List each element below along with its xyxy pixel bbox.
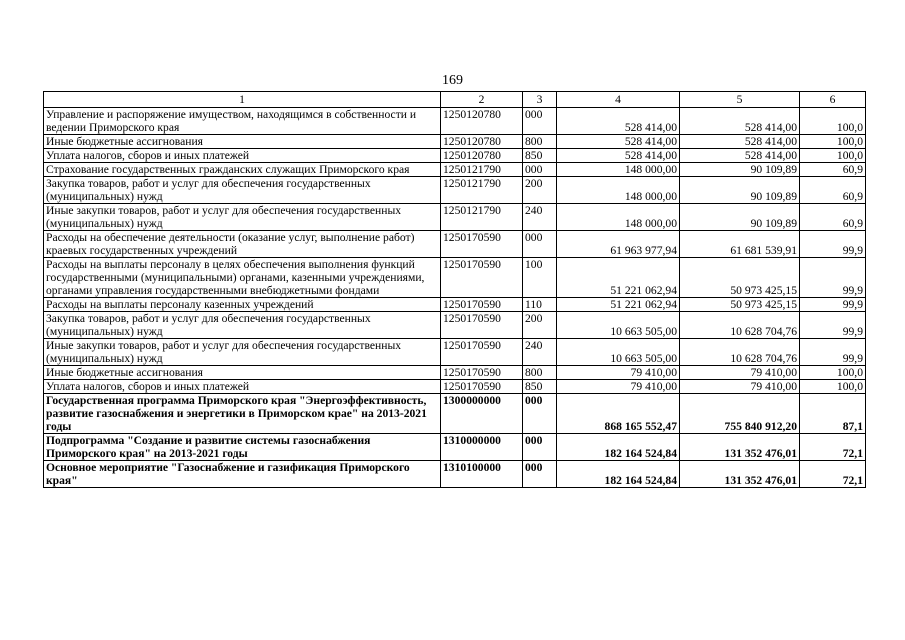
- table-row: [44, 434, 866, 461]
- row-name-cell: Иные бюджетные ассигнования: [44, 135, 441, 149]
- row-name-cell: Уплата налогов, сборов и иных платежей: [44, 149, 441, 163]
- header-col-1: 1: [44, 92, 441, 108]
- page-number: 169: [442, 73, 463, 88]
- row-code-cell: 1250120780: [441, 135, 523, 149]
- row-code-cell: 1310100000: [441, 461, 523, 488]
- row-percent-cell: 99,9: [800, 312, 866, 339]
- budget-table: [43, 91, 866, 488]
- row-percent-cell: 72,1: [800, 461, 866, 488]
- row-code-cell: 1250170590: [441, 231, 523, 258]
- row-plan-amount-cell: 61 963 977,94: [557, 231, 680, 258]
- row-name-cell: Подпрограмма "Создание и развитие системы газоснабжения Приморского края" на 2013-2021 годы: [44, 434, 441, 461]
- row-fact-amount-cell: 131 352 476,01: [680, 461, 800, 488]
- row-name-cell: Иные закупки товаров, работ и услуг для обеспечения государственных (муниципальных) нужд: [44, 339, 441, 366]
- row-fact-amount-cell: 61 681 539,91: [680, 231, 800, 258]
- row-fact-amount-cell: 10 628 704,76: [680, 312, 800, 339]
- header-col-5: 5: [680, 92, 800, 108]
- row-plan-amount-cell: 148 000,00: [557, 163, 680, 177]
- row-plan-amount-cell: 79 410,00: [557, 366, 680, 380]
- row-fact-amount-cell: 50 973 425,15: [680, 298, 800, 312]
- row-code-cell: 1250170590: [441, 312, 523, 339]
- row-fact-amount-cell: 90 109,89: [680, 204, 800, 231]
- row-name-cell: Иные закупки товаров, работ и услуг для обеспечения государственных (муниципальных) нужд: [44, 204, 441, 231]
- row-type-cell: 850: [523, 380, 557, 394]
- table-row: [44, 298, 866, 312]
- row-code-cell: 1300000000: [441, 394, 523, 434]
- table-row: [44, 163, 866, 177]
- row-plan-amount-cell: 528 414,00: [557, 135, 680, 149]
- row-type-cell: 000: [523, 231, 557, 258]
- table-row: [44, 394, 866, 434]
- row-plan-amount-cell: 148 000,00: [557, 204, 680, 231]
- row-name-cell: Государственная программа Приморского края "Энергоэффективность, развитие газоснабжения и энергетики в Приморском крае" на 2013-2021 годы: [44, 394, 441, 434]
- row-name-cell: Иные бюджетные ассигнования: [44, 366, 441, 380]
- row-fact-amount-cell: 528 414,00: [680, 149, 800, 163]
- row-percent-cell: 100,0: [800, 380, 866, 394]
- table-row: [44, 461, 866, 488]
- row-plan-amount-cell: 51 221 062,94: [557, 298, 680, 312]
- row-name-cell: Закупка товаров, работ и услуг для обеспечения государственных (муниципальных) нужд: [44, 312, 441, 339]
- row-code-cell: 1250121790: [441, 204, 523, 231]
- table-row: [44, 366, 866, 380]
- table-row: [44, 204, 866, 231]
- row-plan-amount-cell: 10 663 505,00: [557, 339, 680, 366]
- row-fact-amount-cell: 131 352 476,01: [680, 434, 800, 461]
- row-type-cell: 240: [523, 339, 557, 366]
- row-plan-amount-cell: 10 663 505,00: [557, 312, 680, 339]
- row-code-cell: 1250170590: [441, 366, 523, 380]
- header-col-2: 2: [441, 92, 523, 108]
- row-plan-amount-cell: 79 410,00: [557, 380, 680, 394]
- row-percent-cell: 60,9: [800, 177, 866, 204]
- row-type-cell: 200: [523, 312, 557, 339]
- row-plan-amount-cell: 51 221 062,94: [557, 258, 680, 298]
- row-code-cell: 1310000000: [441, 434, 523, 461]
- row-code-cell: 1250121790: [441, 177, 523, 204]
- row-type-cell: 110: [523, 298, 557, 312]
- row-code-cell: 1250120780: [441, 108, 523, 135]
- row-fact-amount-cell: 528 414,00: [680, 108, 800, 135]
- row-fact-amount-cell: 528 414,00: [680, 135, 800, 149]
- row-type-cell: 200: [523, 177, 557, 204]
- row-percent-cell: 100,0: [800, 135, 866, 149]
- row-name-cell: Расходы на обеспечение деятельности (оказание услуг, выполнение работ) краевых государственных учреждений: [44, 231, 441, 258]
- row-fact-amount-cell: 10 628 704,76: [680, 339, 800, 366]
- table-row: [44, 149, 866, 163]
- table-row: [44, 231, 866, 258]
- table-row: [44, 135, 866, 149]
- row-fact-amount-cell: 755 840 912,20: [680, 394, 800, 434]
- row-name-cell: Основное мероприятие "Газоснабжение и газификация Приморского края": [44, 461, 441, 488]
- header-col-4: 4: [557, 92, 680, 108]
- row-percent-cell: 100,0: [800, 366, 866, 380]
- row-code-cell: 1250170590: [441, 298, 523, 312]
- row-name-cell: Расходы на выплаты персоналу в целях обеспечения выполнения функций государственными (муниципальными) органами, казенными учреждениями, органами управления государственными внебюджетными фондами: [44, 258, 441, 298]
- table-row: [44, 339, 866, 366]
- table-row: [44, 380, 866, 394]
- row-plan-amount-cell: 868 165 552,47: [557, 394, 680, 434]
- row-type-cell: 240: [523, 204, 557, 231]
- table-row: [44, 108, 866, 135]
- row-fact-amount-cell: 50 973 425,15: [680, 258, 800, 298]
- header-col-3: 3: [523, 92, 557, 108]
- row-fact-amount-cell: 90 109,89: [680, 163, 800, 177]
- row-fact-amount-cell: 90 109,89: [680, 177, 800, 204]
- row-type-cell: 800: [523, 135, 557, 149]
- row-percent-cell: 99,9: [800, 231, 866, 258]
- row-name-cell: Управление и распоряжение имуществом, находящимся в собственности и ведении Приморского края: [44, 108, 441, 135]
- row-code-cell: 1250120780: [441, 149, 523, 163]
- row-name-cell: Закупка товаров, работ и услуг для обеспечения государственных (муниципальных) нужд: [44, 177, 441, 204]
- row-percent-cell: 87,1: [800, 394, 866, 434]
- row-plan-amount-cell: 528 414,00: [557, 108, 680, 135]
- row-percent-cell: 100,0: [800, 108, 866, 135]
- row-name-cell: Страхование государственных гражданских служащих Приморского края: [44, 163, 441, 177]
- row-percent-cell: 99,9: [800, 298, 866, 312]
- row-name-cell: Расходы на выплаты персоналу казенных учреждений: [44, 298, 441, 312]
- row-percent-cell: 60,9: [800, 163, 866, 177]
- row-plan-amount-cell: 528 414,00: [557, 149, 680, 163]
- row-percent-cell: 100,0: [800, 149, 866, 163]
- row-type-cell: 850: [523, 149, 557, 163]
- row-fact-amount-cell: 79 410,00: [680, 366, 800, 380]
- table-header-row: [44, 92, 866, 108]
- row-type-cell: 000: [523, 434, 557, 461]
- row-code-cell: 1250170590: [441, 380, 523, 394]
- row-percent-cell: 99,9: [800, 258, 866, 298]
- table-row: [44, 258, 866, 298]
- row-type-cell: 000: [523, 461, 557, 488]
- row-type-cell: 000: [523, 108, 557, 135]
- row-percent-cell: 72,1: [800, 434, 866, 461]
- row-type-cell: 100: [523, 258, 557, 298]
- row-type-cell: 800: [523, 366, 557, 380]
- table-row: [44, 177, 866, 204]
- header-col-6: 6: [800, 92, 866, 108]
- row-name-cell: Уплата налогов, сборов и иных платежей: [44, 380, 441, 394]
- row-fact-amount-cell: 79 410,00: [680, 380, 800, 394]
- row-code-cell: 1250121790: [441, 163, 523, 177]
- row-type-cell: 000: [523, 163, 557, 177]
- row-percent-cell: 99,9: [800, 339, 866, 366]
- row-type-cell: 000: [523, 394, 557, 434]
- row-plan-amount-cell: 148 000,00: [557, 177, 680, 204]
- row-code-cell: 1250170590: [441, 339, 523, 366]
- table-row: [44, 312, 866, 339]
- row-plan-amount-cell: 182 164 524,84: [557, 434, 680, 461]
- row-code-cell: 1250170590: [441, 258, 523, 298]
- row-percent-cell: 60,9: [800, 204, 866, 231]
- row-plan-amount-cell: 182 164 524,84: [557, 461, 680, 488]
